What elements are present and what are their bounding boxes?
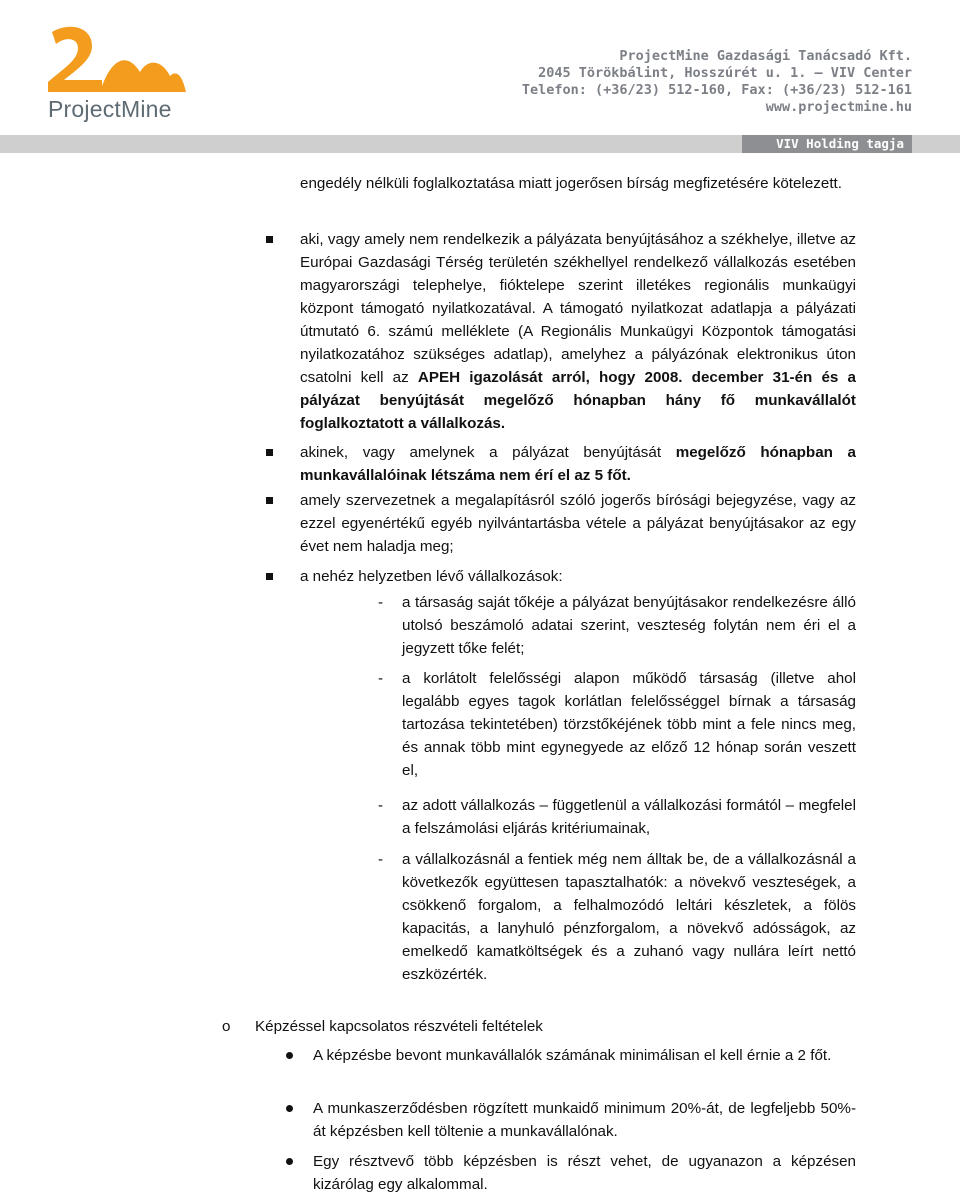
- training-condition: A képzésbe bevont munkavállalók számának minimálisan el kell érnie a 2 főt.: [313, 1047, 832, 1064]
- bullet-support-statement: [300, 228, 856, 435]
- square-bullet-icon: [266, 449, 273, 456]
- bullet-bold-text: megelőző hónapban a munkavállalóinak létszáma nem érí el az 5 főt.: [300, 444, 856, 484]
- round-bullet-icon: [286, 1158, 293, 1165]
- dash-item: a vállalkozásnál a fentiek még nem álltak be, de a vállalkozásnál a következők együttesen tapasztalhatók: a növekvő veszteségek, a csökkenő forgalom, a felhalmozódó leltári készletek, a fölös kapacitás, a lanyhuló pénzforgalom, a növekvő adósságok, az emelkedő kamatköltségek és a zuhanó vagy nullára leírt nettó eszközérték.: [402, 851, 856, 983]
- dash-item: a társaság saját tőkéje a pályázat benyújtásakor rendelkezésre álló utolsó beszámoló adatai szerint, veszteség folytán nem éri el a jegyzett tőke felét;: [402, 594, 856, 657]
- dash-marker: -: [378, 670, 384, 687]
- bullet-text: aki, vagy amely nem rendelkezik a pályázata benyújtásához a székhelye, illetve az Európai Gazdasági Térség területén székhellyel rendelkező vállalkozás esetében magyarországi telephelye, fióktelepe szerint illetékes regionális munkaügyi központ támogató nyilatkozatával. A támogató nyilatkozat adatlapja a pályázati útmutató 6. számú melléklete (A Regionális Munkaügyi Központok támogatási nyilatkozatához szükséges adatlap), amelyhez a pályázónak elektronikus úton csatolni kell az: [300, 231, 856, 386]
- bullet-bold-text: APEH igazolását arról, hogy 2008. december 31-én és a pályázat benyújtását megelőző hónapban hány fő munkavállalót foglalkoztatott a vállalkozás.: [300, 369, 856, 432]
- round-bullet-icon: [286, 1052, 293, 1059]
- square-bullet-icon: [266, 497, 273, 504]
- section-title: Képzéssel kapcsolatos részvételi feltételek: [255, 1018, 543, 1035]
- company-line: Telefon: (+36/23) 512-160, Fax: (+36/23) 512-161: [521, 82, 912, 98]
- dash-marker: -: [378, 797, 384, 814]
- projectmine-logo-icon: [30, 20, 200, 100]
- company-info: [522, 48, 912, 116]
- training-condition: A munkaszerződésben rögzített munkaidő minimum 20%-át, de legfeljebb 50%-át képzésben kell töltenie a munkavállalónak.: [313, 1100, 856, 1140]
- round-bullet-icon: [286, 1105, 293, 1112]
- dash-item: az adott vállalkozás – függetlenül a vállalkozási formától – megfelel a felszámolási eljárás kritériumainak,: [402, 797, 856, 837]
- dash-marker: -: [378, 594, 384, 611]
- circle-marker: o: [222, 1018, 231, 1035]
- training-condition: Egy résztvevő több képzésben is részt vehet, de ugyanazon a képzésen kizárólag egy alkalommal.: [313, 1153, 856, 1193]
- bullet-difficult-firms: a nehéz helyzetben lévő vállalkozások:: [300, 568, 563, 585]
- square-bullet-icon: [266, 236, 273, 243]
- dash-item: a korlátolt felelősségi alapon működő társaság (illetve ahol legalább egyes tagok korlátlan felelősséggel bírnak a társaság tartozása tekintetében) törzstőkéjének több mint a fele nincs meg, és annak több mint egynegyede az előző 12 hónap során veszett el,: [402, 670, 856, 779]
- bullet-text: akinek, vagy amelynek a pályázat benyújtását: [300, 444, 676, 461]
- dash-marker: -: [378, 851, 384, 868]
- company-line: ProjectMine Gazdasági Tanácsadó Kft.: [619, 48, 912, 64]
- brand-name: ProjectMine: [48, 96, 172, 122]
- intro-paragraph: engedély nélküli foglalkoztatása miatt jogerősen bírság megfizetésére kötelezett.: [300, 175, 842, 192]
- bullet-headcount: [300, 441, 856, 487]
- holding-label: VIV Holding tagja: [776, 136, 904, 151]
- square-bullet-icon: [266, 573, 273, 580]
- bullet-registration: amely szervezetnek a megalapításról szóló jogerős bírósági bejegyzése, vagy az ezzel egyenértékű egyéb nyilvántartásba vétele a pályázat benyújtásakor az egy évet nem haladja meg;: [300, 492, 856, 555]
- company-website: www.projectmine.hu: [765, 99, 912, 115]
- company-line: 2045 Törökbálint, Hosszúrét u. 1. – VIV Center: [538, 65, 912, 81]
